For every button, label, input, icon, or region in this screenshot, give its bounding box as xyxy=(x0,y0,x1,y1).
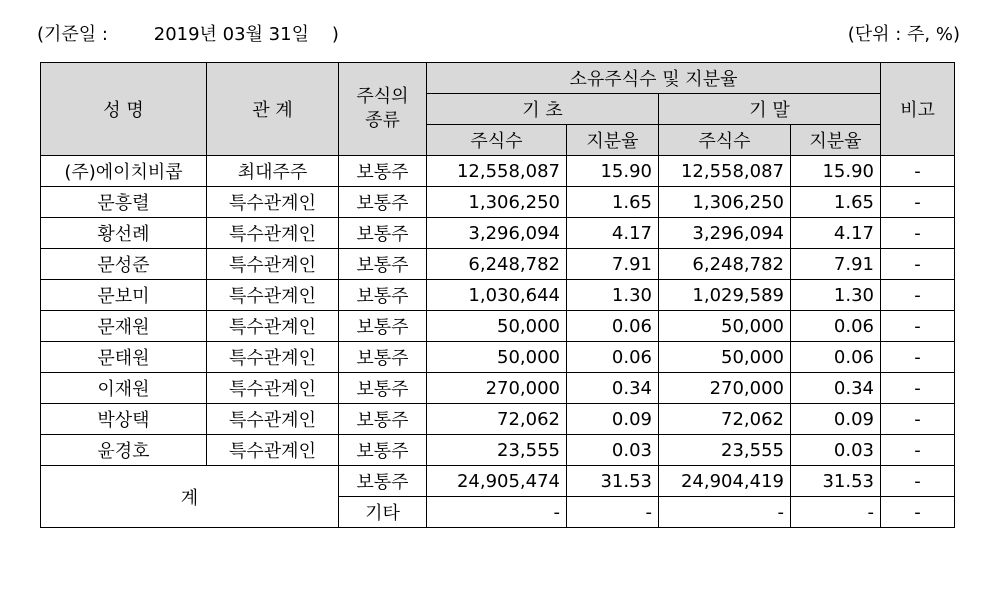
cell-relation: 특수관계인 xyxy=(207,373,339,404)
cell-end-ratio: 0.06 xyxy=(791,311,881,342)
header-end-group: 기 말 xyxy=(659,94,881,125)
cell-end-shares: 24,904,419 xyxy=(659,466,791,497)
cell-name: 문태원 xyxy=(41,342,207,373)
cell-end-ratio: 4.17 xyxy=(791,218,881,249)
cell-note: - xyxy=(881,404,955,435)
cell-note: - xyxy=(881,373,955,404)
cell-type: 기타 xyxy=(339,497,427,528)
cell-type: 보통주 xyxy=(339,311,427,342)
header-stock-type-line1: 주식의 xyxy=(356,86,409,107)
cell-note: - xyxy=(881,187,955,218)
cell-note: - xyxy=(881,311,955,342)
cell-begin-ratio: - xyxy=(567,497,659,528)
cell-name: (주)에이치비콥 xyxy=(41,156,207,187)
cell-begin-ratio: 0.09 xyxy=(567,404,659,435)
base-date-label: (기준일 : 2019년 03월 31일 ) xyxy=(37,24,339,45)
header-end-ratio: 지분율 xyxy=(791,125,881,156)
cell-begin-shares: 23,555 xyxy=(427,435,567,466)
cell-begin-shares: 50,000 xyxy=(427,311,567,342)
cell-begin-shares: 1,030,644 xyxy=(427,280,567,311)
cell-type: 보통주 xyxy=(339,280,427,311)
cell-relation: 특수관계인 xyxy=(207,435,339,466)
header-end-shares: 주식수 xyxy=(659,125,791,156)
cell-note: - xyxy=(881,342,955,373)
table-caption xyxy=(37,20,960,50)
cell-end-shares: 72,062 xyxy=(659,404,791,435)
cell-end-ratio: 0.06 xyxy=(791,342,881,373)
cell-end-shares: - xyxy=(659,497,791,528)
header-name: 성 명 xyxy=(41,63,207,156)
cell-begin-ratio: 7.91 xyxy=(567,249,659,280)
cell-end-ratio: 15.90 xyxy=(791,156,881,187)
cell-begin-shares: 3,296,094 xyxy=(427,218,567,249)
header-begin-shares: 주식수 xyxy=(427,125,567,156)
cell-relation: 최대주주 xyxy=(207,156,339,187)
table-row xyxy=(41,404,955,435)
cell-note: - xyxy=(881,466,955,497)
cell-end-shares: 50,000 xyxy=(659,311,791,342)
header-stock-type-line2: 종류 xyxy=(365,110,400,131)
header-begin-group: 기 초 xyxy=(427,94,659,125)
cell-end-shares: 12,558,087 xyxy=(659,156,791,187)
cell-name: 윤경호 xyxy=(41,435,207,466)
cell-end-shares: 6,248,782 xyxy=(659,249,791,280)
cell-note: - xyxy=(881,249,955,280)
cell-begin-shares: 50,000 xyxy=(427,342,567,373)
cell-note: - xyxy=(881,156,955,187)
table-body xyxy=(41,156,955,528)
cell-end-shares: 3,296,094 xyxy=(659,218,791,249)
cell-relation: 특수관계인 xyxy=(207,218,339,249)
cell-note: - xyxy=(881,280,955,311)
cell-name: 문흥렬 xyxy=(41,187,207,218)
cell-name: 문재원 xyxy=(41,311,207,342)
header-relation: 관 계 xyxy=(207,63,339,156)
table-row xyxy=(41,435,955,466)
cell-note: - xyxy=(881,218,955,249)
cell-begin-ratio: 0.03 xyxy=(567,435,659,466)
cell-begin-ratio: 0.06 xyxy=(567,311,659,342)
cell-name: 박상택 xyxy=(41,404,207,435)
cell-begin-shares: 1,306,250 xyxy=(427,187,567,218)
cell-end-ratio: - xyxy=(791,497,881,528)
cell-end-shares: 50,000 xyxy=(659,342,791,373)
cell-begin-ratio: 1.65 xyxy=(567,187,659,218)
cell-type: 보통주 xyxy=(339,404,427,435)
table-row xyxy=(41,249,955,280)
cell-end-shares: 23,555 xyxy=(659,435,791,466)
cell-begin-shares: 24,905,474 xyxy=(427,466,567,497)
cell-end-ratio: 7.91 xyxy=(791,249,881,280)
table-row xyxy=(41,187,955,218)
cell-relation: 특수관계인 xyxy=(207,342,339,373)
cell-end-ratio: 0.03 xyxy=(791,435,881,466)
cell-end-ratio: 1.65 xyxy=(791,187,881,218)
cell-begin-ratio: 0.34 xyxy=(567,373,659,404)
cell-type: 보통주 xyxy=(339,435,427,466)
cell-begin-ratio: 4.17 xyxy=(567,218,659,249)
cell-begin-ratio: 0.06 xyxy=(567,342,659,373)
cell-begin-ratio: 15.90 xyxy=(567,156,659,187)
cell-type: 보통주 xyxy=(339,156,427,187)
table-header xyxy=(41,63,955,156)
table-row xyxy=(41,342,955,373)
cell-relation: 특수관계인 xyxy=(207,311,339,342)
cell-relation: 특수관계인 xyxy=(207,404,339,435)
cell-relation: 특수관계인 xyxy=(207,280,339,311)
header-note: 비고 xyxy=(881,63,955,156)
cell-end-ratio: 31.53 xyxy=(791,466,881,497)
cell-name: 문보미 xyxy=(41,280,207,311)
cell-note: - xyxy=(881,435,955,466)
cell-note: - xyxy=(881,497,955,528)
cell-begin-ratio: 1.30 xyxy=(567,280,659,311)
cell-begin-shares: - xyxy=(427,497,567,528)
cell-name: 문성준 xyxy=(41,249,207,280)
cell-end-ratio: 0.34 xyxy=(791,373,881,404)
total-row-common xyxy=(41,466,955,497)
table-row xyxy=(41,280,955,311)
header-holdings-group: 소유주식수 및 지분율 xyxy=(427,63,881,94)
cell-type: 보통주 xyxy=(339,249,427,280)
cell-end-shares: 270,000 xyxy=(659,373,791,404)
table-row xyxy=(41,311,955,342)
cell-type: 보통주 xyxy=(339,218,427,249)
table-row xyxy=(41,218,955,249)
cell-begin-shares: 6,248,782 xyxy=(427,249,567,280)
header-begin-ratio: 지분율 xyxy=(567,125,659,156)
cell-type: 보통주 xyxy=(339,342,427,373)
cell-begin-ratio: 31.53 xyxy=(567,466,659,497)
cell-relation: 특수관계인 xyxy=(207,187,339,218)
header-stock-type xyxy=(339,63,427,156)
cell-type: 보통주 xyxy=(339,466,427,497)
cell-begin-shares: 12,558,087 xyxy=(427,156,567,187)
table-row xyxy=(41,373,955,404)
cell-name: 황선례 xyxy=(41,218,207,249)
cell-type: 보통주 xyxy=(339,187,427,218)
cell-end-shares: 1,029,589 xyxy=(659,280,791,311)
table-row xyxy=(41,156,955,187)
cell-end-ratio: 1.30 xyxy=(791,280,881,311)
cell-begin-shares: 270,000 xyxy=(427,373,567,404)
cell-end-shares: 1,306,250 xyxy=(659,187,791,218)
shareholder-table xyxy=(40,62,955,528)
cell-name: 이재원 xyxy=(41,373,207,404)
total-label: 계 xyxy=(41,466,339,528)
cell-begin-shares: 72,062 xyxy=(427,404,567,435)
cell-type: 보통주 xyxy=(339,373,427,404)
cell-relation: 특수관계인 xyxy=(207,249,339,280)
cell-end-ratio: 0.09 xyxy=(791,404,881,435)
unit-label: (단위 : 주, %) xyxy=(847,24,960,45)
